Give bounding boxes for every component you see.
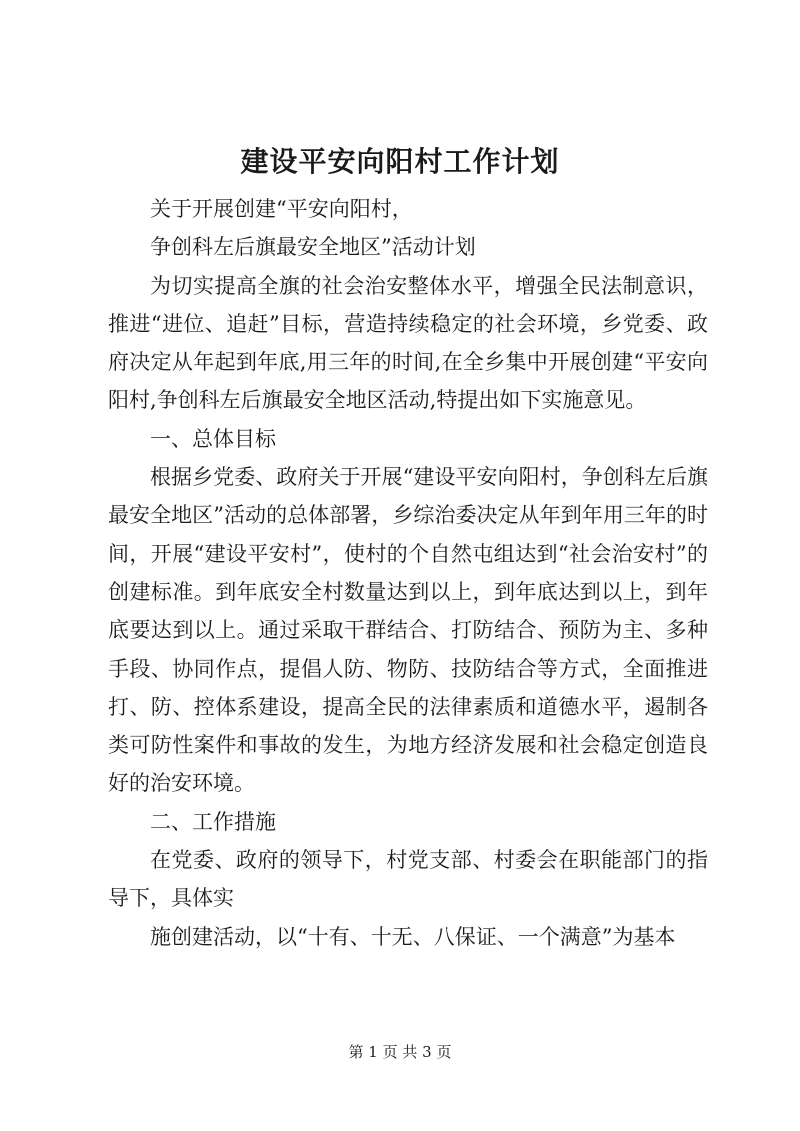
section-heading-work-measures: 二、工作措施 [150,809,276,834]
paragraph-intro-line-2: 争创科左后旗最安全地区”活动计划 [150,235,476,260]
paragraph-intro-line-1: 关于开展创建“平安向阳村， [150,197,413,221]
paragraph-work-measures-1: 在党委、政府的领导下，村党支部、村委会在职能部门的指导下，具体实 [108,848,708,911]
paragraph-purpose: 为切实提高全旗的社会治安整体水平，增强全民法制意识，推进“进位、追赶”目标，营造持续稳定的社会环境，乡党委、政府决定从年起到年底,用三年的时间,在全乡集中开展创建“平安向阳村,争创科左后旗最安全地区活动,特提出如下实施意见。 [108,273,708,413]
document-body [108,190,708,956]
document-title: 建设平安向阳村工作计划 [240,145,560,178]
page-number-footer: 第 1 页 共 3 页 [348,1043,452,1061]
paragraph-work-measures-2: 施创建活动，以“十有、十无、八保证、一个满意”为基本 [150,924,676,949]
section-heading-overall-goal: 一、总体目标 [150,426,276,451]
paragraph-overall-goal: 根据乡党委、政府关于开展“建设平安向阳村，争创科左后旗最安全地区”活动的总体部署，乡综治委决定从年到年用三年的时间，开展“建设平安村”，使村的个自然屯组达到“社会治安村”的创建标准。到年底安全村数量达到以上，到年底达到以上，到年底要达到以上。通过采取干群结合、打防结合、预防为主、多种手段、协同作点，提倡人防、物防、技防结合等方式，全面推进打、防、控体系建设，提高全民的法律素质和道德水平，遏制各类可防性案件和事故的发生，为地方经济发展和社会稳定创造良好的治安环境。 [108,465,708,796]
